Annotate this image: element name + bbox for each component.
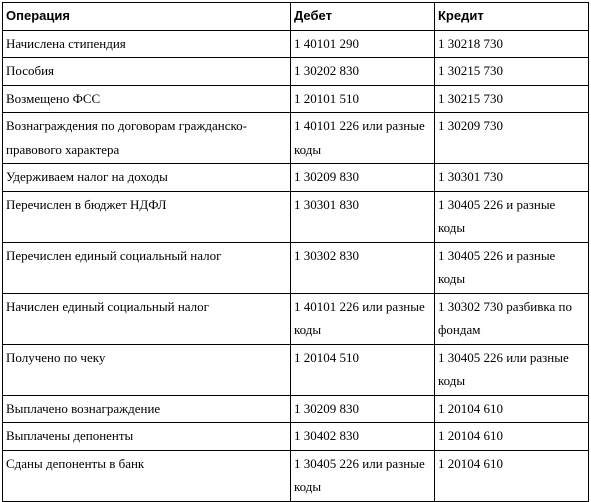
cell-operation: Вознаграждения по договорам гражданско-правового характера [3,113,291,164]
cell-credit: 1 30302 730 разбивка по фондам [435,293,589,344]
cell-credit: 1 30405 226 и разные коды [435,191,589,242]
cell-debit: 1 30209 830 [291,395,435,423]
cell-credit: 1 30215 730 [435,85,589,113]
cell-debit: 1 30202 830 [291,58,435,86]
cell-debit: 1 30302 830 [291,242,435,293]
cell-debit: 1 20101 510 [291,85,435,113]
table-row [3,164,589,192]
cell-credit: 1 20104 610 [435,450,589,501]
cell-operation: Перечислен единый социальный налог [3,242,291,293]
cell-credit: 1 20104 610 [435,423,589,451]
cell-debit: 1 20104 510 [291,344,435,395]
cell-credit: 1 30405 226 или разные коды [435,344,589,395]
cell-debit: 1 30301 830 [291,191,435,242]
cell-operation: Возмещено ФСС [3,85,291,113]
cell-debit: 1 30209 830 [291,164,435,192]
cell-operation: Начислен единый социальный налог [3,293,291,344]
table-row [3,58,589,86]
cell-operation: Перечислен в бюджет НДФЛ [3,191,291,242]
table-row [3,30,589,58]
header-debit: Дебет [291,3,435,31]
cell-operation: Выплачены депоненты [3,423,291,451]
cell-operation: Получено по чеку [3,344,291,395]
table-row [3,395,589,423]
table-row [3,85,589,113]
cell-debit: 1 40101 226 или разные коды [291,113,435,164]
cell-operation: Пособия [3,58,291,86]
header-credit: Кредит [435,3,589,31]
cell-credit: 1 30405 226 и разные коды [435,242,589,293]
cell-operation: Выплачено вознаграждение [3,395,291,423]
table-header-row [3,3,589,31]
cell-debit: 1 30405 226 или разные коды [291,450,435,501]
table-row [3,293,589,344]
cell-credit: 1 30215 730 [435,58,589,86]
cell-debit: 1 40101 290 [291,30,435,58]
cell-credit: 1 20104 610 [435,395,589,423]
table-row [3,113,589,164]
cell-operation: Сданы депоненты в банк [3,450,291,501]
table-row [3,423,589,451]
table-row [3,242,589,293]
cell-operation: Начислена стипендия [3,30,291,58]
cell-debit: 1 30402 830 [291,423,435,451]
header-operation: Операция [3,3,291,31]
cell-credit: 1 30301 730 [435,164,589,192]
cell-credit: 1 30209 730 [435,113,589,164]
cell-credit: 1 30218 730 [435,30,589,58]
table-row [3,450,589,501]
operations-table [2,2,589,502]
operations-table-container [2,2,588,502]
cell-debit: 1 40101 226 или разные коды [291,293,435,344]
table-row [3,344,589,395]
cell-operation: Удерживаем налог на доходы [3,164,291,192]
table-row [3,191,589,242]
